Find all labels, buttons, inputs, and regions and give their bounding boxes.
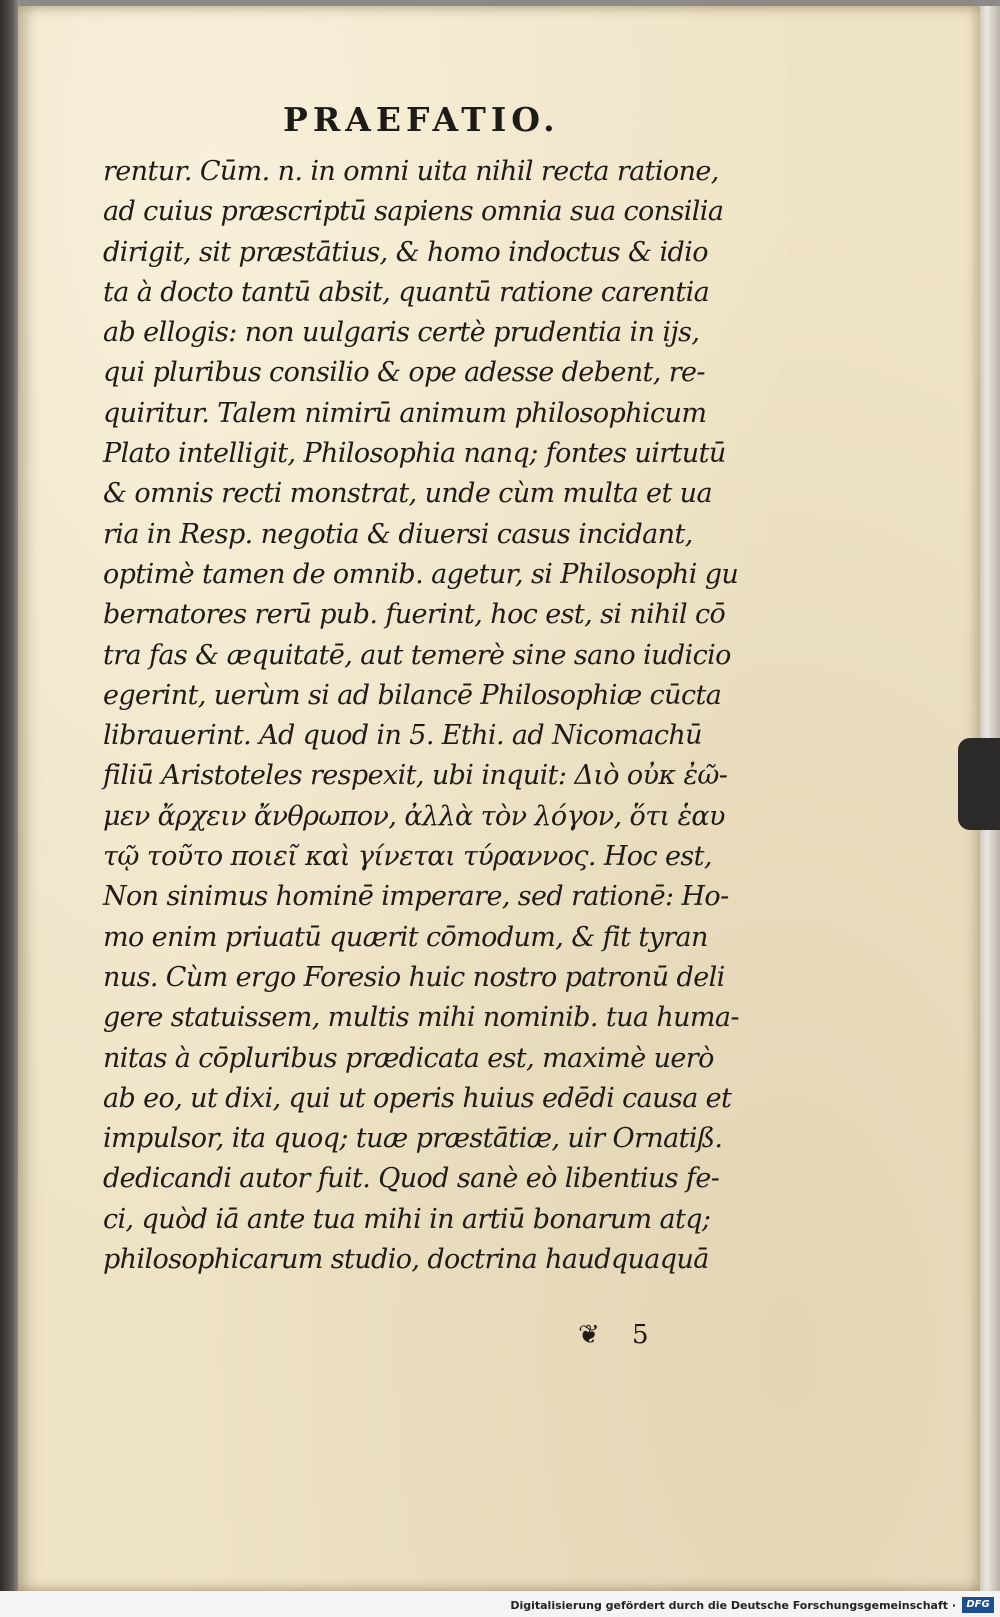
text-line: quiritur. Talem nimirū animum philosophicum: [103, 397, 707, 429]
text-line: ad cuius præscriptū sapiens omnia sua consilia: [103, 196, 724, 228]
text-line: filiū Aristoteles respexit, ubi inquit: Διὸ οὐκ ἐῶ-: [103, 760, 728, 792]
text-line: mo enim priuatū quærit cōmodum, & fit tyran: [103, 921, 708, 953]
text-line: impulsor, ita quoq; tuæ præstātiæ, uir Ornatiß.: [103, 1123, 723, 1155]
text-line-greek: τῷ τοῦτο ποιεῖ καὶ γίνεται τύραννος. Hoc est,: [103, 841, 712, 873]
text-line: nus. Cùm ergo Foresio huic nostro patronū deli: [103, 961, 725, 993]
body-text: [103, 152, 743, 1280]
text-line: qui pluribus consilio & ope adesse debent, re-: [103, 357, 705, 389]
text-line: optimè tamen de omnib. agetur, si Philosophi gu: [103, 558, 739, 590]
text-line: Non sinimus hominē imperare, sed rationē: Ho-: [103, 881, 729, 913]
text-line: ab eo, ut dixi, qui ut operis huius edēdi causa et: [103, 1082, 732, 1114]
funding-credit: Digitalisierung gefördert durch die Deutsche Forschungsgemeinschaft ·: [510, 1599, 956, 1612]
text-line: egerint, uerùm si ad bilancē Philosophiæ cūcta: [103, 679, 722, 711]
text-line: Plato intelligit, Philosophia nanq; fontes uirtutū: [103, 438, 726, 470]
text-line: nitas à cōpluribus prædicata est, maximè uerò: [103, 1042, 714, 1074]
text-line: ta à docto tantū absit, quantū ratione carentia: [103, 276, 710, 308]
text-line: philosophicarum studio, doctrina haudquaquā: [103, 1244, 709, 1276]
running-header: PRAEFATIO.: [283, 100, 560, 139]
text-line: dedicandi autor fuit. Quod sanè eò libentius fe-: [103, 1163, 720, 1195]
text-line: rentur. Cūm. n. in omni uita nihil recta ratione,: [103, 156, 719, 187]
text-line: ria in Resp. negotia & diuersi casus incidant,: [103, 518, 693, 550]
text-line: librauerint. Ad quod in 5. Ethi. ad Nicomachū: [103, 720, 702, 752]
text-line: & omnis recti monstrat, unde cùm multa et ua: [103, 478, 712, 510]
text-line: ab ellogis: non uulgaris certè prudentia in ijs,: [103, 317, 700, 349]
text-line-greek: μεν ἄρχειν ἄνθρωπον, ἀλλὰ τὸν λόγον, ὅτι ἑαυ: [103, 800, 725, 832]
text-line: tra fas & æquitatē, aut temerè sine sano iudicio: [103, 639, 731, 671]
signature-mark: ❦ 5: [578, 1320, 661, 1350]
page-tab-marker: [958, 738, 1000, 830]
text-line: bernatores rerū pub. fuerint, hoc est, si nihil cō: [103, 599, 726, 631]
dfg-logo-icon: DFG: [962, 1597, 994, 1613]
text-line: ci, quòd iā ante tua mihi in artiū bonarum atq;: [103, 1203, 711, 1235]
text-line: gere statuissem, multis mihi nominib. tua huma-: [103, 1002, 739, 1034]
text-line: dirigit, sit præstātius, & homo indoctus & idio: [103, 236, 708, 268]
scan-binding-shadow: [0, 0, 20, 1617]
